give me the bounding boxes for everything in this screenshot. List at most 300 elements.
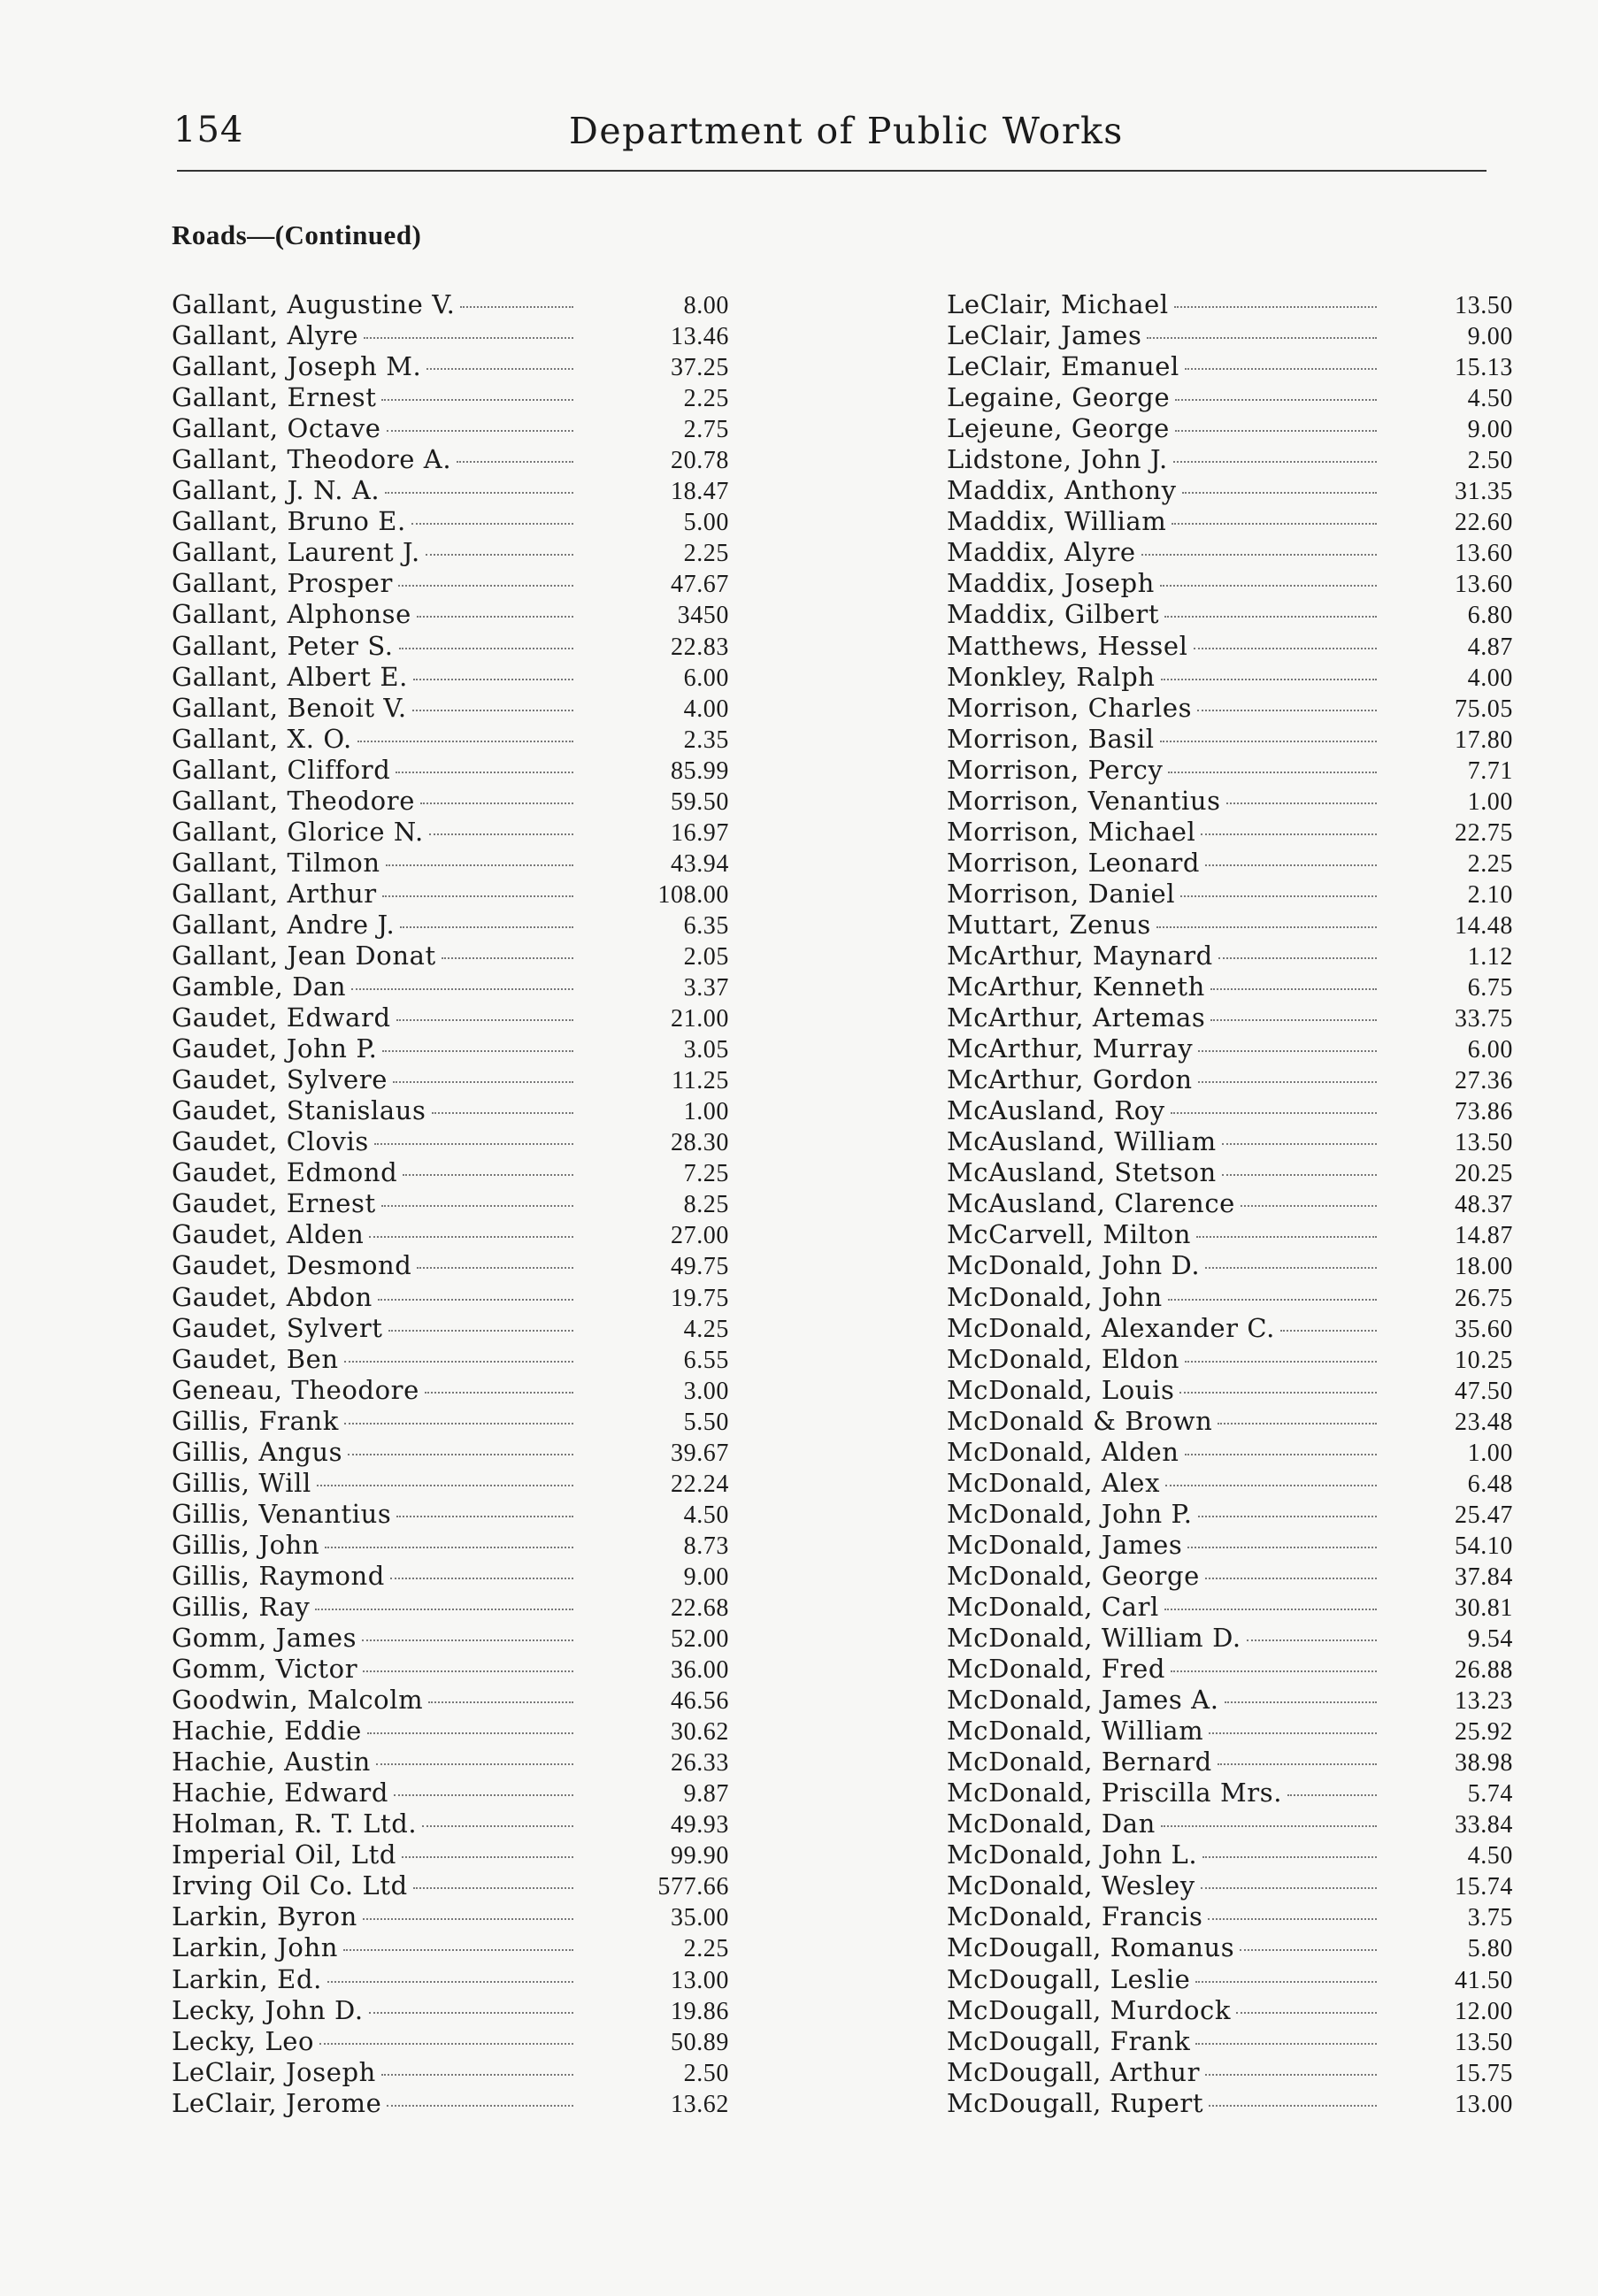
list-item [172, 289, 729, 320]
dot-leader [425, 1392, 573, 1394]
list-item [947, 1870, 1513, 1901]
dot-leader [1208, 1918, 1377, 1920]
payee-name: LeClair, James [947, 320, 1142, 351]
payee-name: Gallant, Arthur [172, 878, 377, 909]
list-item [172, 1499, 729, 1530]
list-item [172, 1157, 729, 1188]
list-item [947, 1747, 1513, 1778]
list-item [172, 1033, 729, 1064]
list-item [947, 1344, 1513, 1375]
list-item [947, 351, 1513, 382]
dot-leader [1195, 2043, 1377, 2045]
list-item [172, 817, 729, 848]
list-item [172, 1002, 729, 1033]
list-item [172, 1250, 729, 1281]
dot-leader [1185, 1361, 1377, 1363]
list-item [172, 1406, 729, 1437]
dot-leader [1218, 1423, 1377, 1424]
list-item [172, 506, 729, 537]
list-item [172, 755, 729, 786]
payee-name: Gillis, John [172, 1529, 320, 1560]
dot-leader [1197, 710, 1377, 711]
dot-leader [1173, 461, 1377, 463]
payee-name: McDonald, John D. [947, 1250, 1201, 1281]
payee-name: Gallant, Tilmon [172, 847, 380, 878]
dot-leader [1168, 1299, 1377, 1301]
dot-leader [403, 1174, 573, 1176]
list-item [947, 662, 1513, 693]
payee-name: Gallant, Clifford [172, 754, 391, 785]
payee-name: Morrison, Percy [947, 754, 1164, 785]
list-item [947, 1282, 1513, 1313]
amount: 4.00 [683, 695, 729, 723]
dot-leader [1160, 585, 1377, 587]
list-item [172, 444, 729, 475]
payee-name: Gaudet, Sylvert [172, 1312, 383, 1343]
payee-name: Gallant, Bruno E. [172, 506, 406, 537]
payee-name: LeClair, Emanuel [947, 351, 1179, 382]
list-item [172, 848, 729, 879]
list-item [172, 1064, 729, 1095]
dot-leader [1210, 988, 1377, 990]
dot-leader [1198, 1081, 1377, 1083]
dot-leader [343, 1949, 573, 1951]
amount: 14.87 [1455, 1222, 1513, 1250]
amount: 2.50 [1467, 447, 1513, 475]
list-item [947, 568, 1513, 599]
list-item [172, 568, 729, 599]
dot-leader [382, 895, 573, 897]
dot-leader [367, 1732, 573, 1734]
list-item [947, 1530, 1513, 1561]
payee-name: Gallant, Albert E. [172, 661, 408, 692]
amount: 27.36 [1455, 1067, 1513, 1095]
dot-leader [385, 492, 573, 494]
amount: 13.62 [671, 2090, 729, 2118]
payee-name: Gallant, Benoit V. [172, 692, 407, 723]
amount: 19.75 [671, 1284, 729, 1312]
dot-leader [369, 2012, 573, 2014]
payee-name: McAusland, Roy [947, 1095, 1165, 1126]
dot-leader [1164, 1609, 1377, 1610]
amount: 4.87 [1467, 633, 1513, 661]
dot-leader [426, 554, 573, 556]
dot-leader [1209, 1732, 1377, 1734]
dot-leader [386, 864, 573, 866]
amount: 37.25 [671, 354, 729, 382]
dot-leader [420, 802, 573, 804]
list-item [172, 1778, 729, 1808]
payee-name: McDonald, Carl [947, 1591, 1159, 1622]
amount: 7.71 [1467, 756, 1513, 785]
amount: 1.00 [1467, 787, 1513, 816]
dot-leader [400, 926, 573, 928]
dot-leader [1247, 1639, 1377, 1641]
dot-leader [1196, 1236, 1377, 1238]
amount: 8.25 [683, 1191, 729, 1219]
list-item [172, 724, 729, 755]
dot-leader [378, 1299, 573, 1301]
payee-name: Gaudet, Stanislaus [172, 1095, 426, 1126]
payee-name: McDonald, Francis [947, 1901, 1203, 1932]
amount: 2.25 [683, 540, 729, 568]
dot-leader [1280, 1330, 1377, 1332]
dot-leader [1205, 864, 1377, 866]
amount: 4.50 [1467, 1842, 1513, 1870]
amount: 3450 [677, 602, 729, 630]
list-item [947, 848, 1513, 879]
list-item [947, 1654, 1513, 1685]
amount: 13.00 [671, 1966, 729, 1994]
amount: 54.10 [1455, 1532, 1513, 1560]
dot-leader [1218, 1763, 1377, 1765]
amount: 35.60 [1455, 1315, 1513, 1343]
dot-leader [364, 337, 573, 339]
list-item [947, 1995, 1513, 2026]
dot-leader [1222, 1143, 1377, 1145]
dot-leader [1194, 648, 1377, 649]
payee-name: McDonald, Eldon [947, 1343, 1180, 1374]
dot-leader [1187, 1547, 1377, 1548]
list-item [172, 1282, 729, 1313]
payee-name: Gallant, Andre J. [172, 909, 396, 940]
dot-leader [1201, 1887, 1377, 1889]
payee-name: Gillis, Angus [172, 1436, 343, 1467]
list-item [947, 1716, 1513, 1747]
dot-leader [413, 679, 573, 680]
payee-name: Gallant, J. N. A. [172, 475, 380, 506]
payee-name: McAusland, Stetson [947, 1157, 1217, 1188]
amount: 22.68 [671, 1593, 729, 1622]
dot-leader [1226, 802, 1377, 804]
list-item [172, 1716, 729, 1747]
amount: 3.37 [683, 974, 729, 1002]
amount: 25.92 [1455, 1718, 1513, 1747]
payee-name: Maddix, Gilbert [947, 599, 1160, 630]
payee-name: Gaudet, Edward [172, 1002, 391, 1033]
header-rule [177, 170, 1487, 172]
list-item [172, 382, 729, 413]
dot-leader [348, 1454, 573, 1455]
payee-name: Legaine, George [947, 382, 1171, 413]
list-item [172, 1623, 729, 1654]
list-item [172, 1932, 729, 1963]
list-item [172, 2057, 729, 2088]
list-item [947, 1219, 1513, 1250]
amount: 35.00 [671, 1904, 729, 1932]
list-item [947, 1375, 1513, 1406]
amount: 25.47 [1455, 1501, 1513, 1529]
payee-name: Larkin, Ed. [172, 1963, 322, 1994]
list-item [172, 879, 729, 910]
list-item [947, 2026, 1513, 2057]
amount: 28.30 [671, 1129, 729, 1157]
list-item [947, 382, 1513, 413]
amount: 23.48 [1455, 1408, 1513, 1436]
amount: 15.13 [1455, 354, 1513, 382]
amount: 22.75 [1455, 818, 1513, 847]
amount: 22.83 [671, 633, 729, 661]
list-item [947, 599, 1513, 630]
dot-leader [388, 1330, 573, 1332]
dot-leader [362, 1639, 573, 1641]
payee-name: McDougall, Arthur [947, 2056, 1201, 2087]
list-item [947, 1095, 1513, 1126]
dot-leader [387, 430, 573, 432]
amount: 16.97 [671, 818, 729, 847]
payee-name: McDonald, George [947, 1560, 1200, 1591]
dot-leader [417, 616, 573, 618]
amount: 33.84 [1455, 1811, 1513, 1839]
dot-leader [398, 585, 573, 587]
payee-name: Lidstone, John J. [947, 444, 1168, 475]
amount: 3.05 [683, 1036, 729, 1064]
amount: 47.67 [671, 571, 729, 599]
list-item [947, 693, 1513, 724]
list-item [947, 1592, 1513, 1623]
payee-name: Gaudet, Ben [172, 1343, 339, 1374]
payee-name: Gaudet, John P. [172, 1033, 378, 1064]
list-item [172, 1375, 729, 1406]
payee-name: McDougall, Rupert [947, 2087, 1204, 2118]
amount: 41.50 [1455, 1966, 1513, 1994]
payee-name: Maddix, Joseph [947, 568, 1155, 599]
dot-leader [363, 1670, 573, 1672]
amount: 2.50 [683, 2059, 729, 2087]
dot-leader [442, 957, 573, 959]
list-item [947, 1685, 1513, 1716]
payee-name: McDonald, Bernard [947, 1747, 1212, 1778]
payee-name: Gillis, Frank [172, 1405, 339, 1436]
amount: 15.75 [1455, 2059, 1513, 2087]
list-item [172, 1870, 729, 1901]
list-item [172, 971, 729, 1002]
amount: 15.74 [1455, 1873, 1513, 1901]
payee-name: McDonald, Wesley [947, 1870, 1195, 1901]
list-item [172, 693, 729, 724]
amount: 10.25 [1455, 1346, 1513, 1374]
dot-leader [1160, 741, 1377, 742]
payee-name: Larkin, Byron [172, 1901, 357, 1932]
payee-name: McDonald, Dan [947, 1808, 1156, 1839]
amount: 2.35 [683, 726, 729, 754]
payee-name: Gallant, Joseph M. [172, 351, 422, 382]
dot-leader [1287, 1794, 1377, 1796]
list-item [172, 1219, 729, 1250]
dot-leader [327, 1981, 573, 1983]
payee-name: Gallant, Octave [172, 413, 381, 444]
dot-leader [432, 1112, 573, 1114]
list-item [172, 1437, 729, 1468]
amount: 38.98 [1455, 1749, 1513, 1778]
dot-leader [1222, 1174, 1377, 1176]
dot-leader [381, 399, 573, 401]
payee-name: Matthews, Hessel [947, 630, 1188, 661]
dot-leader [344, 1423, 573, 1424]
dot-leader [1179, 1392, 1377, 1394]
page-title: Department of Public Works [569, 110, 1124, 152]
list-item [947, 1157, 1513, 1188]
payee-name: Maddix, William [947, 506, 1167, 537]
payee-name: Lejeune, George [947, 413, 1170, 444]
amount: 6.75 [1467, 974, 1513, 1002]
amount: 6.55 [683, 1346, 729, 1374]
payee-name: Holman, R. T. Ltd. [172, 1808, 418, 1839]
list-item [947, 1778, 1513, 1808]
list-item [172, 1468, 729, 1499]
payee-name: Morrison, Venantius [947, 785, 1221, 816]
payee-name: McDougall, Murdock [947, 1994, 1232, 2025]
dot-leader [1174, 306, 1377, 308]
amount: 18.47 [671, 478, 729, 506]
payee-name: LeClair, Joseph [172, 2056, 376, 2087]
page-number: 154 [173, 110, 244, 150]
payee-name: McDonald, William [947, 1716, 1204, 1747]
list-item [172, 1808, 729, 1839]
amount: 85.99 [671, 756, 729, 785]
list-item [172, 662, 729, 693]
amount: 27.00 [671, 1222, 729, 1250]
dot-leader [344, 1361, 573, 1363]
payee-name: Imperial Oil, Ltd [172, 1839, 397, 1870]
amount: 59.50 [671, 787, 729, 816]
amount: 37.84 [1455, 1563, 1513, 1591]
list-item [947, 320, 1513, 351]
payee-name: Gallant, Peter S. [172, 630, 394, 661]
dot-leader [1164, 616, 1377, 618]
payee-name: Morrison, Daniel [947, 878, 1176, 909]
list-item [172, 475, 729, 506]
amount: 47.50 [1455, 1377, 1513, 1405]
list-item [172, 1964, 729, 1995]
dot-leader [1201, 833, 1377, 835]
dot-leader [315, 1609, 573, 1610]
amount: 13.50 [1455, 1129, 1513, 1157]
payee-name: Gallant, Laurent J. [172, 537, 420, 568]
amount: 49.75 [671, 1253, 729, 1281]
amount: 2.25 [1467, 849, 1513, 878]
payee-name: McDonald, John L. [947, 1839, 1198, 1870]
amount: 13.60 [1455, 571, 1513, 599]
payee-name: McArthur, Murray [947, 1033, 1194, 1064]
list-item [172, 1561, 729, 1592]
list-item [172, 1530, 729, 1561]
list-item [172, 2088, 729, 2119]
dot-leader [393, 1081, 573, 1083]
payee-name: McDonald, James [947, 1529, 1183, 1560]
payee-name: McDonald, Alden [947, 1436, 1179, 1467]
list-item [947, 444, 1513, 475]
dot-leader [381, 1205, 573, 1207]
amount: 3.75 [1467, 1904, 1513, 1932]
payee-name: McDonald & Brown [947, 1405, 1213, 1436]
amount: 30.62 [671, 1718, 729, 1747]
amount: 1.00 [1467, 1439, 1513, 1467]
amount: 4.25 [683, 1315, 729, 1343]
list-item [947, 1964, 1513, 1995]
payee-name: Hachie, Austin [172, 1747, 371, 1778]
amount: 22.24 [671, 1470, 729, 1498]
list-item [172, 941, 729, 971]
dot-leader [1240, 1949, 1377, 1951]
list-item [947, 941, 1513, 971]
amount: 13.50 [1455, 292, 1513, 319]
list-item [947, 755, 1513, 786]
payee-name: Lecky, Leo [172, 2025, 315, 2056]
amount: 2.05 [683, 942, 729, 971]
amount: 2.25 [683, 385, 729, 413]
amount: 2.10 [1467, 880, 1513, 909]
dot-leader [1210, 1019, 1377, 1021]
list-item [947, 537, 1513, 568]
amount: 4.00 [1467, 664, 1513, 692]
dot-leader [428, 1701, 573, 1703]
list-item [947, 1033, 1513, 1064]
amount: 31.35 [1455, 478, 1513, 506]
dot-leader [1182, 492, 1377, 494]
dot-leader [363, 1918, 573, 1920]
dot-leader [457, 461, 573, 463]
list-item [172, 631, 729, 662]
section-heading: Roads—(Continued) [172, 219, 422, 250]
amount: 2.75 [683, 416, 729, 444]
payee-name: McDonald, Alex [947, 1467, 1161, 1498]
payee-name: Gallant, Glorice N. [172, 816, 424, 847]
amount: 14.48 [1455, 911, 1513, 940]
payee-name: McDonald, William D. [947, 1623, 1241, 1654]
dot-leader [412, 710, 573, 711]
payee-name: Gaudet, Desmond [172, 1250, 412, 1281]
amount: 1.12 [1467, 942, 1513, 971]
list-item [172, 1685, 729, 1716]
payee-name: McDonald, John [947, 1281, 1163, 1312]
amount: 7.25 [683, 1160, 729, 1188]
list-item [172, 910, 729, 941]
payee-name: Gillis, Will [172, 1467, 311, 1498]
payee-name: Morrison, Charles [947, 692, 1193, 723]
payee-name: Maddix, Alyre [947, 537, 1136, 568]
list-item [947, 1623, 1513, 1654]
amount: 9.00 [683, 1563, 729, 1591]
payee-name: Gallant, Alphonse [172, 599, 411, 630]
amount: 99.90 [671, 1842, 729, 1870]
amount: 9.00 [1467, 323, 1513, 351]
payee-name: Gallant, Prosper [172, 568, 393, 599]
dot-leader [396, 1019, 573, 1021]
payee-name: McCarvell, Milton [947, 1219, 1192, 1250]
list-item [172, 786, 729, 817]
list-item [172, 1901, 729, 1932]
payee-name: Gallant, Alyre [172, 320, 359, 351]
amount: 2.25 [683, 1935, 729, 1963]
dot-leader [357, 741, 573, 742]
payee-name: Gaudet, Ernest [172, 1188, 376, 1219]
list-item [947, 786, 1513, 817]
dot-leader [1168, 772, 1377, 773]
dot-leader [1205, 2074, 1377, 2076]
dot-leader [1236, 2012, 1377, 2014]
dot-leader [1195, 1981, 1377, 1983]
amount: 577.66 [657, 1873, 729, 1901]
list-item [172, 537, 729, 568]
payee-name: Gallant, Theodore A. [172, 444, 452, 475]
amount: 36.00 [671, 1656, 729, 1685]
list-item [947, 1499, 1513, 1530]
payee-name: Gaudet, Edmond [172, 1157, 398, 1188]
list-item [947, 1126, 1513, 1157]
amount: 5.50 [683, 1408, 729, 1436]
list-item [947, 1561, 1513, 1592]
